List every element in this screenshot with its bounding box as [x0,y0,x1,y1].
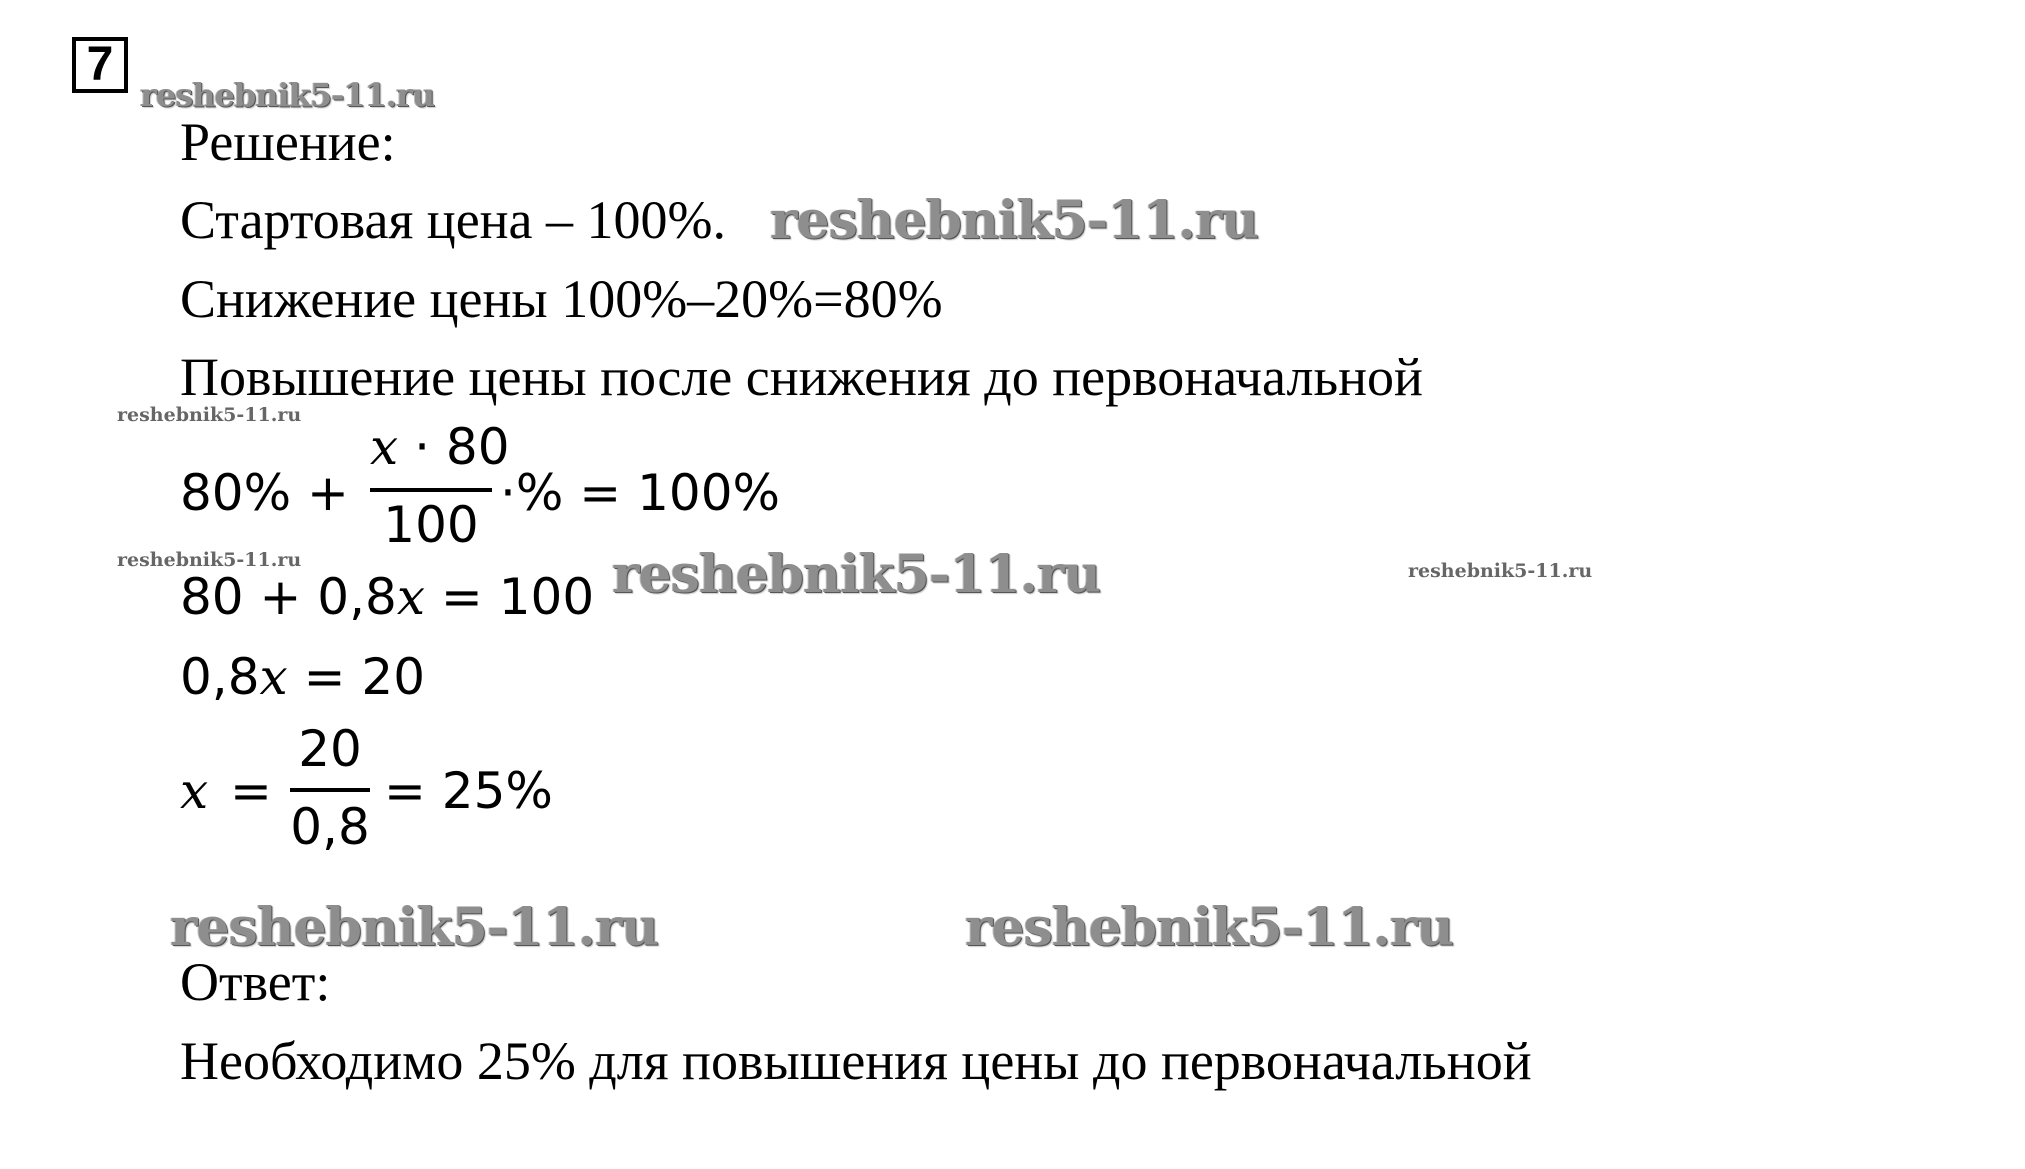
watermark: reshebnik5-11.ru [1408,560,1593,582]
fraction-bar [290,788,370,792]
start-price-line: Стартовая цена – 100%. [180,190,727,250]
equation-1-right: ·% = 100% [500,464,781,522]
price-decrease-line: Снижение цены 100%–20%=80% [180,269,943,329]
equation-1-fraction [370,418,510,560]
equation-3: 0,8x = 20 [180,648,426,706]
answer-heading: Ответ: [180,952,331,1012]
task-number-badge: 7 [72,37,128,93]
solution-heading: Решение: [180,112,396,172]
watermark: reshebnik5-11.ru [770,190,1259,251]
watermark: reshebnik5-11.ru [117,404,302,426]
equation-4-fraction [290,722,370,862]
fraction-bar [370,488,492,492]
equation-4-result: = 25% [384,762,553,820]
watermark: reshebnik5-11.ru [140,76,435,114]
watermark: reshebnik5-11.ru [612,544,1101,605]
fraction-numerator: 20 [298,720,362,778]
watermark: reshebnik5-11.ru [965,897,1454,958]
watermark: reshebnik5-11.ru [170,897,659,958]
equation-4-variable: x [180,762,209,820]
fraction-denominator: 0,8 [290,798,370,856]
fraction-numerator: x · 80 [370,418,510,476]
equation-2: 80 + 0,8x = 100 [180,568,595,626]
equation-1-left: 80% + [180,464,349,522]
equation-4-equals: = [230,762,272,820]
fraction-denominator: 100 [383,496,479,554]
price-increase-line: Повышение цены после снижения до первоначальной [180,347,1423,407]
watermark: reshebnik5-11.ru [117,549,302,571]
answer-text: Необходимо 25% для повышения цены до первоначальной [180,1031,1532,1091]
